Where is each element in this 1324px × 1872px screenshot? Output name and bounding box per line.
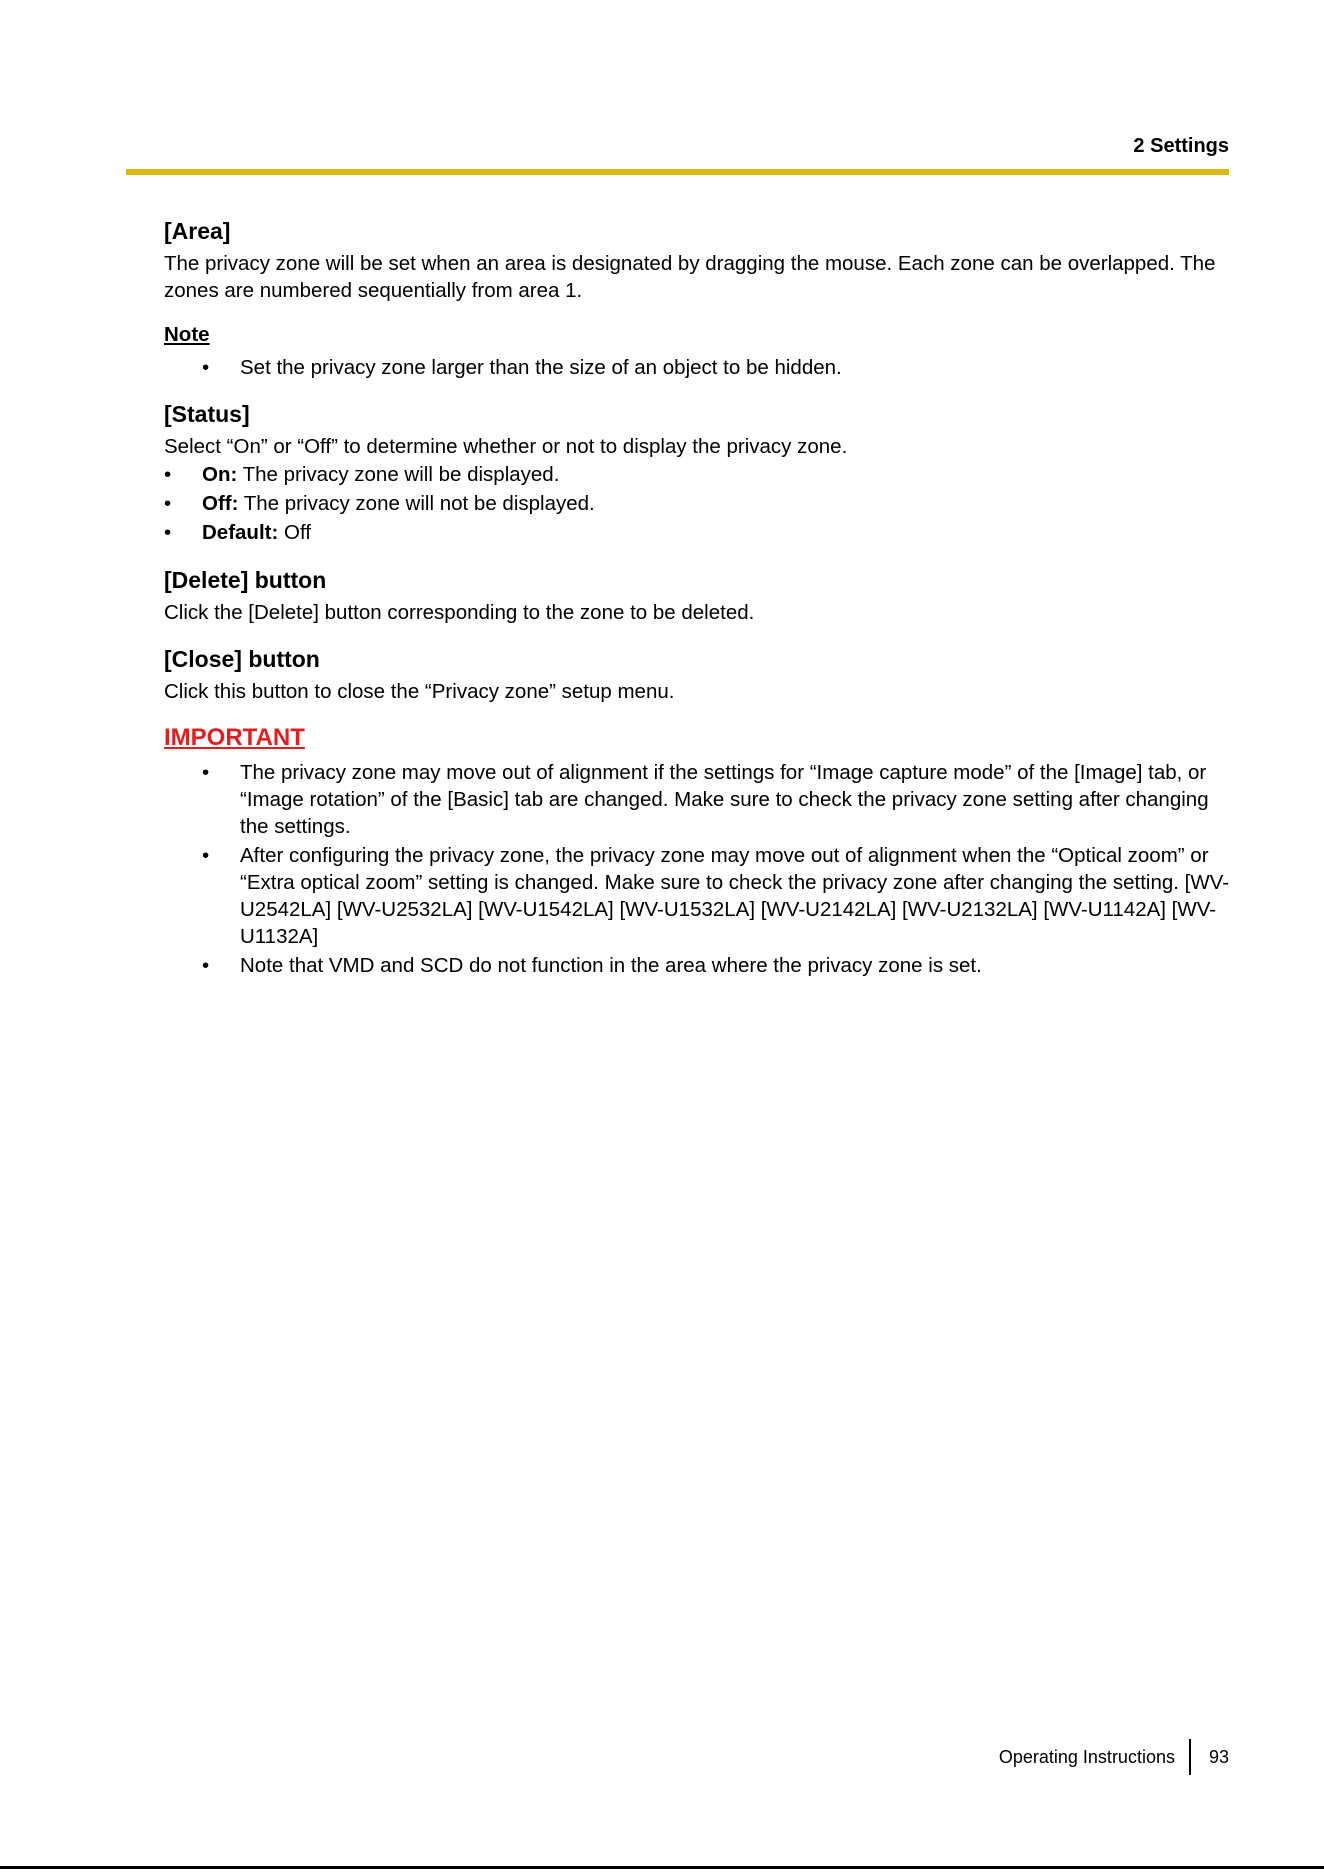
section-delete xyxy=(164,565,1230,626)
page-content xyxy=(164,216,1230,981)
important-item xyxy=(164,759,1230,840)
bullet-icon: • xyxy=(202,844,210,867)
footer-page-number: 93 xyxy=(1208,1746,1229,1767)
important-item-text: Note that VMD and SCD do not function in the area where the privacy zone is set. xyxy=(240,954,982,977)
bullet-icon: • xyxy=(164,463,172,486)
bullet-icon: • xyxy=(202,954,210,977)
note-label: Note xyxy=(164,323,210,346)
section-close xyxy=(164,644,1230,705)
status-option-text: The privacy zone will be displayed. xyxy=(237,463,560,486)
status-option-on xyxy=(164,460,1230,489)
area-heading: [Area] xyxy=(164,218,231,244)
important-label: IMPORTANT xyxy=(164,724,305,751)
status-options-list xyxy=(164,460,1230,547)
important-list xyxy=(164,759,1230,979)
status-option-term: Default: xyxy=(202,521,279,544)
important-item xyxy=(164,842,1230,950)
note-item-text: Set the privacy zone larger than the size of an object to be hidden. xyxy=(240,356,842,379)
area-description: The privacy zone will be set when an area is designated by dragging the mouse. Each zone can be overlapped. The zones are numbered sequentially from area 1. xyxy=(164,252,1216,302)
note-item xyxy=(164,354,1230,381)
footer-doc-title: Operating Instructions xyxy=(998,1746,1175,1767)
important-item xyxy=(164,952,1230,979)
important-item-text: After configuring the privacy zone, the privacy zone may move out of alignment when the “Optical zoom” or “Extra optical zoom” setting is changed. Make sure to check the privacy zone after changing the setting. [WV-U2542LA] [WV-U2532LA] [WV-U1542LA] [WV-U1532LA] [WV-U2142LA] [WV-U2132LA] [WV-U1142A] [WV-U1132A] xyxy=(240,844,1230,948)
bullet-icon: • xyxy=(164,492,172,515)
important-item-text: The privacy zone may move out of alignment if the settings for “Image capture mode” of the [Image] tab, or “Image rotation” of the [Basic] tab are changed. Make sure to check the privacy zone setting after changing the settings. xyxy=(240,761,1209,838)
delete-description: Click the [Delete] button corresponding to the zone to be deleted. xyxy=(164,601,755,624)
status-option-text: The privacy zone will not be displayed. xyxy=(238,492,595,515)
status-heading: [Status] xyxy=(164,401,250,427)
section-area xyxy=(164,216,1230,381)
status-option-default xyxy=(164,518,1230,547)
close-description: Click this button to close the “Privacy zone” setup menu. xyxy=(164,680,675,703)
close-heading: [Close] button xyxy=(164,646,320,672)
status-description: Select “On” or “Off” to determine whether or not to display the privacy zone. xyxy=(164,435,848,458)
status-option-term: Off: xyxy=(202,492,239,515)
page-footer xyxy=(999,1739,1229,1775)
status-option-off xyxy=(164,489,1230,518)
note-list xyxy=(164,354,1230,381)
section-important xyxy=(164,723,1230,979)
delete-heading: [Delete] button xyxy=(164,567,327,593)
bottom-rule xyxy=(0,1866,1324,1869)
status-option-term: On: xyxy=(202,463,238,486)
bullet-icon: • xyxy=(202,761,210,784)
footer-divider xyxy=(1189,1739,1191,1775)
status-option-text: Off xyxy=(278,521,311,544)
header-rule xyxy=(126,169,1229,175)
running-header-title: 2 Settings xyxy=(1133,135,1229,157)
section-status xyxy=(164,399,1230,547)
bullet-icon: • xyxy=(164,521,172,544)
bullet-icon: • xyxy=(202,356,210,379)
